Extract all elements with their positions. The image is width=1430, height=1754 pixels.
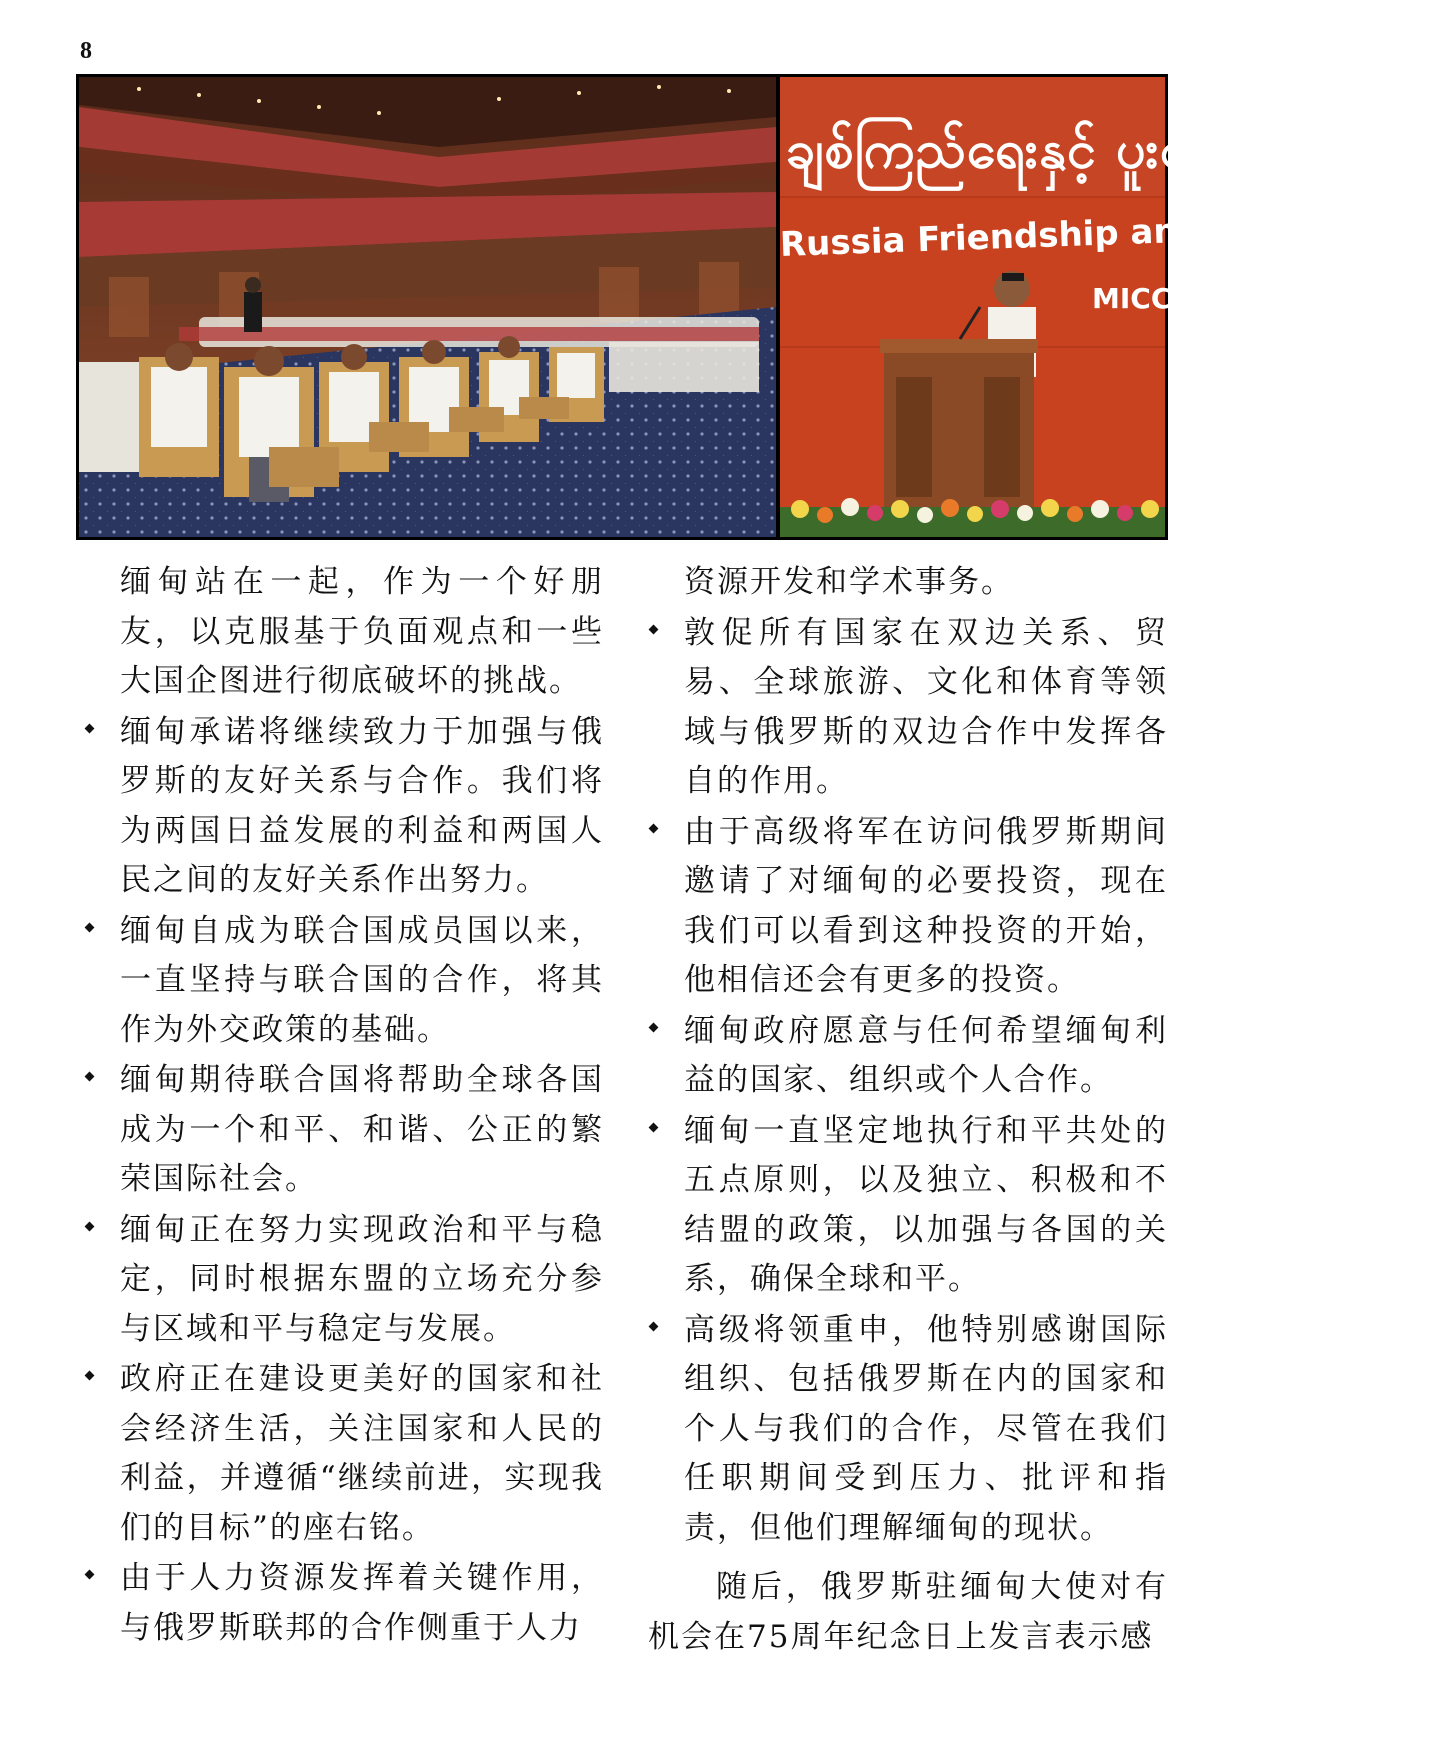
bullet-text: 缅甸承诺将继续致力于加强与俄罗斯的友好关系与合作。我们将为两国日益发展的利益和两国人民之间的友好关系作出努力。 [120,713,604,898]
diamond-bullet-icon [649,1122,659,1132]
banner-venue-text: MICC [1092,282,1172,315]
bullet-text: 缅甸一直坚定地执行和平共处的五点原则，以及独立、积极和不结盟的政策，以加强与各国的关系，确保全球和平。 [684,1112,1168,1297]
bullet-text: 缅甸正在努力实现政治和平与稳定，同时根据东盟的立场充分参与区域和平与稳定与发展。 [120,1211,604,1347]
bullet-text: 政府正在建设更美好的国家和社会经济生活，关注国家和人民的利益，并遵循“继续前进，实现我们的目标”的座右铭。 [120,1361,604,1546]
diamond-bullet-icon [649,1022,659,1032]
banner-english-text: Russia Friendship and Coo [779,207,1287,265]
podium-speaker-photo [779,77,1430,537]
page-number: 8 [80,38,92,64]
bullet-item [84,1056,604,1205]
bullet-item [648,1107,1168,1305]
bullet-item [648,808,1168,1006]
bullet-item [84,708,604,906]
diamond-bullet-icon [85,1570,95,1580]
bullet-text: 由于高级将军在访问俄罗斯期间邀请了对缅甸的必要投资，现在我们可以看到这种投资的开始，他相信还会有更多的投资。 [684,813,1168,998]
diamond-bullet-icon [85,1371,95,1381]
bullet-text: 缅甸自成为联合国成员国以来，一直坚持与联合国的合作，将其作为外交政策的基础。 [120,912,604,1048]
diamond-bullet-icon [649,1321,659,1331]
bullet-item [648,1306,1168,1554]
bullet-item [84,1206,604,1355]
photo-banner [76,74,1430,540]
diamond-bullet-icon [649,624,659,634]
diamond-bullet-icon [85,1072,95,1082]
diamond-bullet-icon [649,823,659,833]
auditorium-audience-photo [79,77,776,537]
banner-burmese-text: ချစ်ကြည်ရေးနှင့် ပူးပေါင်းဆောင်ရွ [786,120,1430,180]
left-bullet-list [84,708,604,1654]
bullet-item [648,1007,1168,1106]
bullet-item [84,907,604,1056]
bullet-text: 高级将领重申，他特别感谢国际组织、包括俄罗斯在内的国家和个人与我们的合作，尽管在我们任职期间受到压力、批评和指责，但他们理解缅甸的现状。 [684,1311,1168,1546]
right-continued-text: 资源开发和学术事务。 [684,564,1014,600]
bullet-text: 由于人力资源发挥着关键作用，与俄罗斯联邦的合作侧重于人力 [120,1560,604,1646]
left-column [84,558,604,1653]
bullet-item [84,1355,604,1553]
bullet-text: 缅甸政府愿意与任何希望缅甸利益的国家、组织或个人合作。 [684,1012,1168,1098]
diamond-bullet-icon [85,1221,95,1231]
right-column [648,558,1168,1662]
right-bullet-list [648,609,1168,1554]
auditorium-illustration [79,77,776,537]
bullet-text: 敦促所有国家在双边关系、贸易、全球旅游、文化和体育等领域与俄罗斯的双边合作中发挥各自的作用。 [684,614,1168,799]
diamond-bullet-icon [85,922,95,932]
diamond-bullet-icon [85,723,95,733]
bullet-item [648,609,1168,807]
closing-paragraph: 随后，俄罗斯驻缅甸大使对有机会在75周年纪念日上发言表示感 [648,1569,1168,1655]
bullet-item [84,1554,604,1653]
bullet-text: 缅甸期待联合国将帮助全球各国成为一个和平、和谐、公正的繁荣国际社会。 [120,1062,604,1197]
left-continued-text: 缅甸站在一起，作为一个好朋友，以克服基于负面观点和一些大国企图进行彻底破坏的挑战。 [120,564,604,699]
